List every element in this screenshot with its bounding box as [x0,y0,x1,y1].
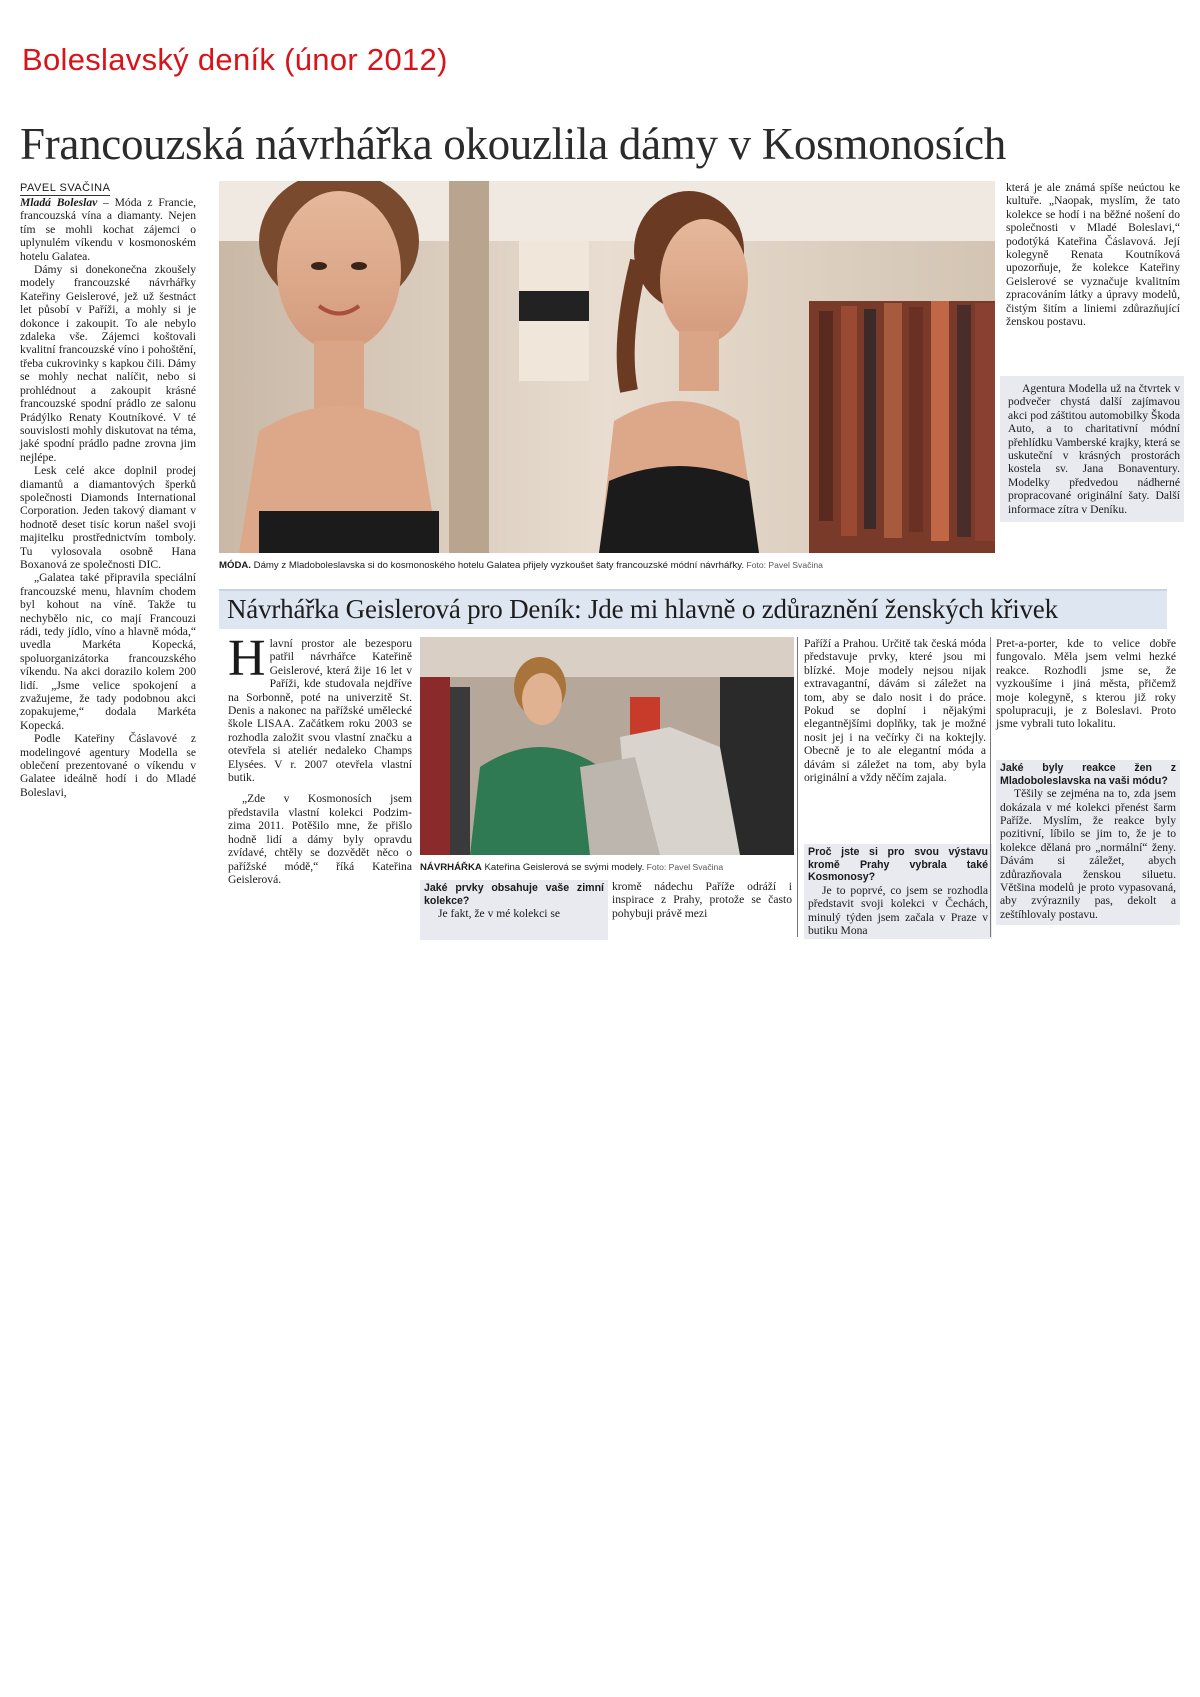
fashion-models-photo [219,181,995,553]
photo-credit: Foto: Pavel Svačina [644,862,724,872]
answer: Je fakt, že v mé kolekci se [438,907,561,921]
dateline: Mladá Boleslav [20,196,98,209]
question: Jaké prvky obsahuje vaše zimní kolekce? [424,882,604,907]
byline: PAVEL SVAČINA [20,182,111,194]
interview-column-4 [804,637,986,784]
article-column-1 [20,196,196,799]
paragraph: Dámy si donekonečna zkoušely modely francouzské návrhářky Kateřiny Geislerové, jež už šestnáct let působí v Paříži, a mohly si je dokonce i zakoupit. To ale nebylo zdaleka vše. Zájemci koštovali kvalitní francouzské víno i pohoštění, třeba cukrovinky s kapkou čili. Dámy se mohly nechat nalíčit, nebo si prohlédnout a zakoupit krásné francouzské spodní prádlo ze salonu Prádýlko Renaty Koutníkové. V té souvislosti mohly diskutovat na téma, jaké spodní prádlo padne zrovna jim nejlépe. [20,263,196,464]
interview-intro [228,630,412,886]
interview-photo [420,637,794,855]
interview-subhead [219,589,1167,629]
interview-title: Návrhářka Geislerová pro Deník: Jde mi hlavně o zdůraznění ženských křivek [227,594,1058,624]
question: Proč jste si pro svou výstavu kromě Prahy vybrala také Kosmonosy? [808,846,988,884]
main-photo [219,181,995,553]
answer-continued: Pret-a-porter, kde to velice dobře fungovalo. Měla jsem velmi hezké reakce. Rozhodli jsme se, že vyzkoušíme i jiná města, přičemž moje kolegyně, s kterou již roky spolupracuji, je z Boleslavi. Proto jsme vybrali tuto lokalitu. [996,637,1176,731]
column-divider [797,637,798,937]
answer: Těšily se zejména na to, zda jsem dokázala v mé kolekci přenést šarm Paříže. Myslím, že reakce byly pozitivní, líbilo se jim to, že je to kolekce dělaná pro „normální“ ženy. Dávám si záležet, abych zdůrazňovala ženskou siluetu. Většina modelů je proto vypasovaná, aby zvýraznily pas, dekolt a zeštíhlovaly postavu. [1000,787,1176,921]
caption-text: Kateřina Geislerová se svými modely. [481,862,645,873]
interview-column-3 [612,880,792,920]
paragraph: Podle Kateřiny Čáslavové z modelingové agentury Modella se oblečení prezentované o víkendu v Galatee ideálně hodí i do Mladé Boleslavi, [20,732,196,799]
lead-paragraph: – Móda z Francie, francouzská vína a diamanty. Nejen tím se mohli kochat zájemci o uplynulém víkendu v kosmonoském hotelu Galatea. [20,196,196,263]
caption-label: NÁVRHÁŘKA [420,862,482,873]
photo-credit: Foto: Pavel Svačina [744,560,823,570]
answer: Je to poprvé, co jsem se rozhodla představit svoji kolekci v Čechách, minulý týden jsem začala v Praze v butiku Mona [808,883,988,937]
main-photo-caption [219,559,995,572]
masthead: Boleslavský deník (únor 2012) [22,42,448,77]
interview-q1-box [420,880,608,940]
column-divider [990,637,991,937]
paragraph: Lesk celé akce doplnil prodej diamantů a diamantových šperků společnosti Diamonds International Corporation. Jeden takový diamant v hodnotě deset tisíc korun našel svoji majitelku prostřednictvím tomboly. Tu vylosovala osobně Hana Boxanová ze společnosti DIC. [20,464,196,571]
interview-q3-box [996,760,1180,925]
info-box-text: Agentura Modella už na čtvrtek v podvečer chystá další zajímavou akci pod záštitou automobilky Škoda Auto, a to charitativní módní přehlídku Vamberské krajky, která se uskuteční v krásných prostorách kostela sv. Jana Bonaventury. Modelky předvedou nádherné propracované originální šaty. Další informace zítra v Deníku. [1008,382,1180,516]
intro-text: lavní prostor ale bezesporu patřil návrhářce Kateřině Geislerové, která žije 16 let v Paříži, kde studovala nejdříve na Sorbonně, poté na univerzitě St. Denis a nakonec na pařížské umělecké škole LISAA. Začátkem roku 2003 se rozhodla založit svou vlastní značku a otevřela si ateliér nedaleko Champs Elysées. V r. 2007 otevřela vlastní butik. [228,637,412,785]
answer-continued: Paříží a Prahou. Určitě tak česká móda představuje prvky, které jsou mi blízké. Moje modely nejsou nijak extravagantní, dávám si záležet na tom, aby se dalo nosit i do práce. Pokud se doplní i nějakými elegantnějšími doplňky, tak je možné nosit jej i na večírky či na koktejly. Obecně je to ale elegantní móda a dávám si záležet na tom, aby byla originální a vždy něčím zajala. [804,637,986,785]
info-box [1000,376,1184,522]
interview-q2-box [804,844,992,939]
paragraph: „Galatea také připravila speciální francouzské menu, hlavním chodem byl kohout na víně. Takže tu nechybělo nic, co mají Francouzi rádi, tedy jídlo, víno a hlavně móda,“ uvedla Markéta Kopecká, spoluorganizátorka francouzského víkendu. Na akci dorazilo kolem 200 lidí. „Jsme velice spokojení a zvažujeme, že tady podobnou akci zopakujeme,“ dodala Markéta Kopecká. [20,571,196,732]
question: Jaké byly reakce žen z Mladoboleslavska na vaši módu? [1000,762,1176,787]
interview-column-5 [996,637,1176,731]
paragraph: která je ale známá spíše neúctou ke kultuře. „Naopak, myslím, že tato kolekce se hodí i na běžné nošení do společnosti v Mladé Boleslavi,“ podotýká Kateřina Čáslavová. Její kolegyně Renata Koutníková upozorňuje, že kolekce Kateřiny Geislerové se vyznačuje kvalitním zpracováním látky a úpravy modelů, čistým šitím a liniemi zdůrazňující ženskou postavu. [1006,181,1180,329]
headline: Francouzská návrhářka okouzlila dámy v Kosmonosích [20,119,1006,169]
answer-continued: kromě nádechu Paříže odráží i inspirace z Prahy, protože se často pohybuji právě mezi [612,880,792,920]
caption-label: MÓDA. [219,560,251,571]
article-column-right [1006,181,1180,328]
paragraph: „Zde v Kosmonosích jsem představila vlastní kolekci Podzim-zima 2011. Potěšilo mne, že přišlo hodně lidí a dámy byly opravdu zvídavé, chtěly se dozvědět něco o pařížské módě,“ říká Kateřina Geislerová. [228,792,412,886]
caption-text: Dámy z Mladoboleslavska si do kosmonoského hotelu Galatea přijely vyzkoušet šaty francouzské módní návrhářky. [250,560,745,571]
interview-photo-caption [420,861,794,874]
dropcap: H [228,630,266,687]
designer-photo [420,637,794,855]
